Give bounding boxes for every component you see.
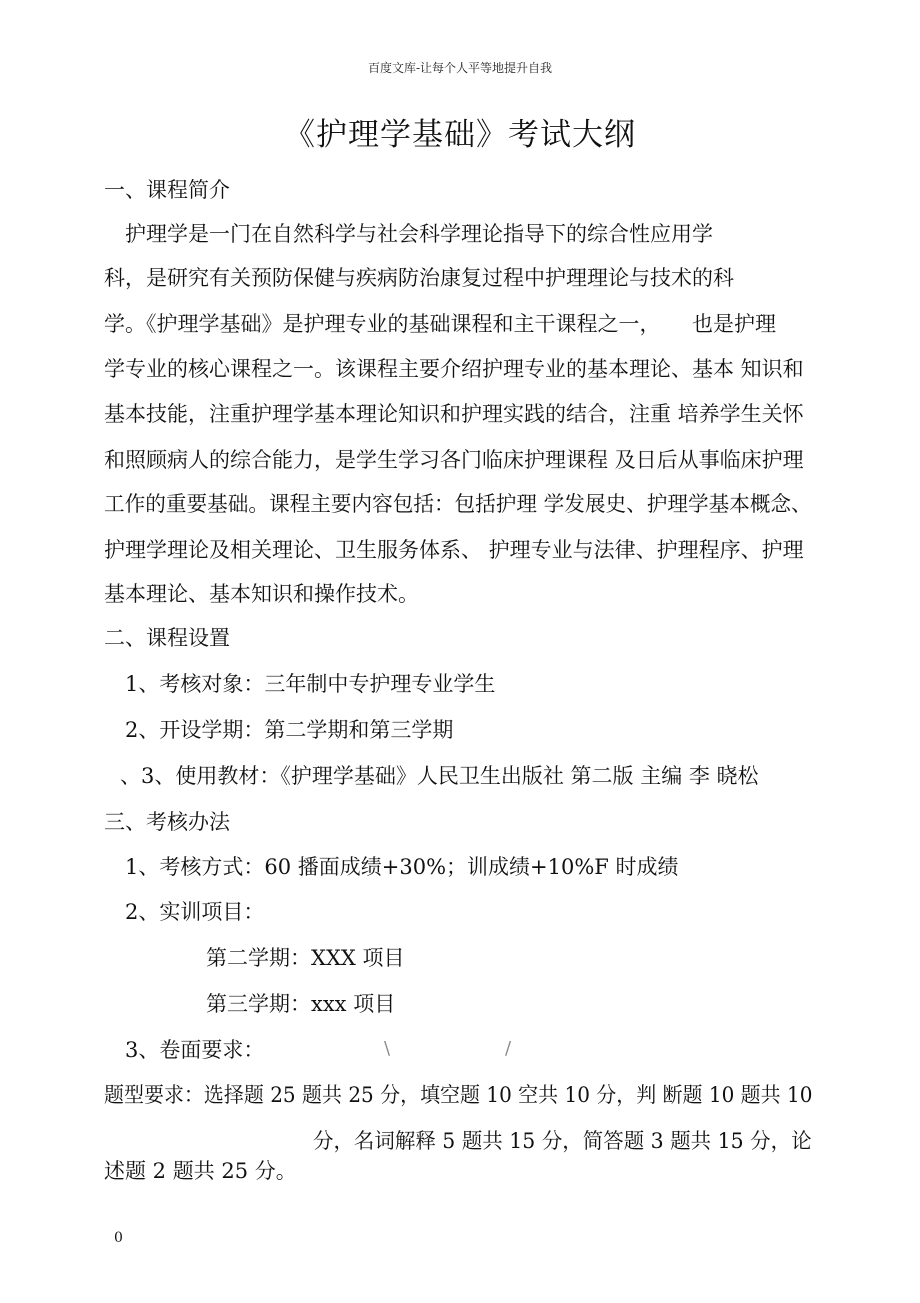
section1-line-5: 基本技能，注重护理学基本理论知识和护理实践的结合，注重 培养学生关怀 bbox=[104, 402, 804, 426]
page-number: 0 bbox=[114, 1230, 123, 1246]
page-title: 《护理学基础》考试大纲 bbox=[284, 117, 636, 153]
section2-heading: 二、课程设置 bbox=[104, 626, 230, 650]
section2-item-2: 2、开设学期：第二学期和第三学期 bbox=[125, 718, 454, 742]
section1-line-3: 学。《护理学基础》是护理专业的基础课程和主干课程之一， 也是护理 bbox=[104, 312, 776, 336]
section3-req-1: 题型要求：选择题 25 题共 25 分，填空题 10 空共 10 分，判 断题 10 题共 10 bbox=[104, 1083, 813, 1107]
page-header: 百度文库-让每个人平等地提升自我 bbox=[367, 61, 553, 75]
section3-sub-2: 第三学期：xxx 项目 bbox=[206, 992, 396, 1016]
section3-item-1: 1、考核方式：60 播面成绩+30%；训成绩+10%F 时成绩 bbox=[125, 855, 679, 879]
section3-req-3: 述题 2 题共 25 分。 bbox=[104, 1159, 297, 1183]
section3-req-2: 分，名词解释 5 题共 15 分，简答题 3 题共 15 分，论 bbox=[313, 1129, 812, 1153]
section1-line-1: 护理学是一门在自然科学与社会科学理论指导下的综合性应用学 bbox=[125, 222, 713, 246]
section3-item-2: 2、实训项目： bbox=[125, 900, 265, 924]
section1-line-6: 和照顾病人的综合能力，是学生学习各门临床护理课程 及日后从事临床护理 bbox=[104, 448, 804, 472]
section3-heading: 三、考核办法 bbox=[104, 810, 230, 834]
section1-line-2: 科，是研究有关预防保健与疾病防治康复过程中护理理论与技术的科 bbox=[104, 266, 734, 290]
section2-item-3: 、3、使用教材：《护理学基础》人民卫生出版社 第二版 主编 李 晓松 bbox=[120, 764, 759, 788]
section3-item-3: 3、卷面要求： bbox=[125, 1038, 265, 1062]
section1-line-8: 护理学理论及相关理论、卫生服务体系、 护理专业与法律、护理程序、护理 bbox=[104, 538, 804, 562]
section1-line-7: 工作的重要基础。课程主要内容包括：包括护理 学发展史、护理学基本概念、 bbox=[104, 492, 812, 516]
section1-line-4: 学专业的核心课程之一。该课程主要介绍护理专业的基本理论、基本 知识和 bbox=[104, 357, 804, 381]
section1-line-9: 基本理论、基本知识和操作技术。 bbox=[104, 582, 419, 606]
section3-sub-1: 第二学期：XXX 项目 bbox=[206, 946, 405, 970]
stray-mark-left: \ bbox=[384, 1038, 391, 1059]
section1-heading: 一、课程简介 bbox=[104, 178, 230, 202]
section2-item-1: 1、考核对象：三年制中专护理专业学生 bbox=[125, 672, 496, 696]
stray-mark-right: / bbox=[505, 1038, 512, 1059]
